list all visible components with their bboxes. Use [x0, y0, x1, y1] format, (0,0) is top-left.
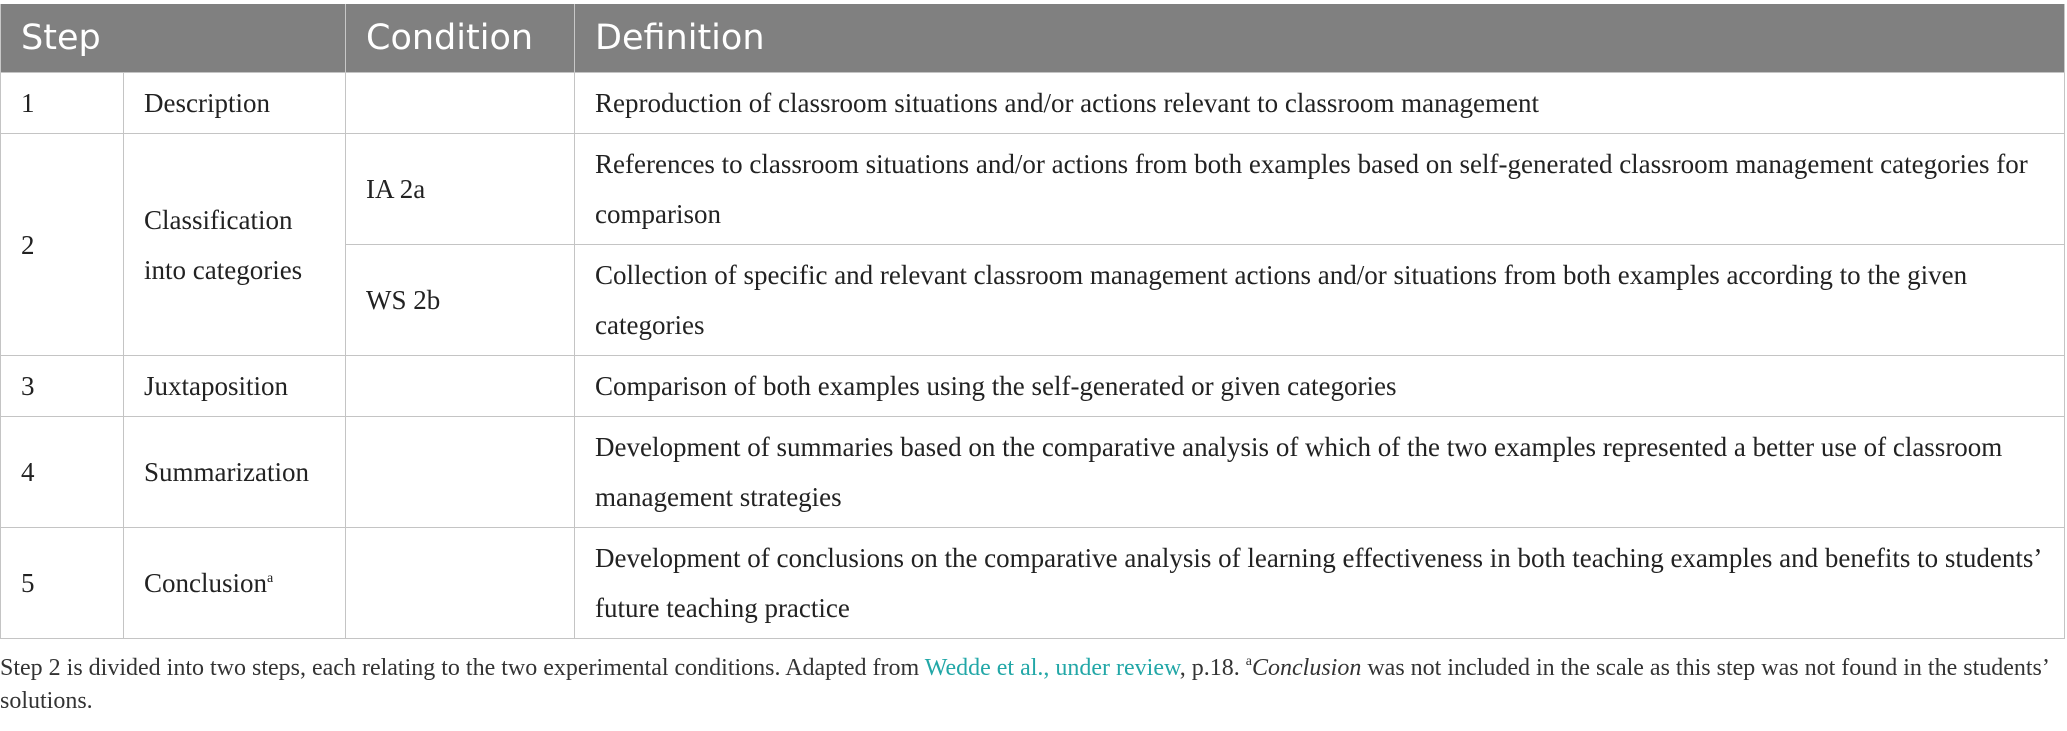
table-header-row [1, 4, 2065, 73]
footnote-marker: a [1245, 654, 1252, 669]
table-row [1, 417, 2065, 528]
header-step: Step [1, 4, 346, 73]
header-condition: Condition [346, 4, 575, 73]
footnote-marker: a [267, 571, 274, 586]
step-number: 5 [1, 528, 124, 639]
footnote-text: was not included in the scale as this step was not found in the students’ solutions. [0, 655, 2049, 714]
footnote-italic-term: Conclusion [1252, 655, 1362, 681]
condition-cell: WS 2b [346, 245, 575, 356]
table-row [1, 528, 2065, 639]
definition-cell: Collection of specific and relevant classroom management actions and/or situations from both examples according to the given categories [575, 245, 2065, 356]
step-number: 2 [1, 134, 124, 356]
header-definition: Definition [575, 4, 2065, 73]
definition-cell: References to classroom situations and/or actions from both examples based on self-generated classroom management categories for comparison [575, 134, 2065, 245]
step-name: Summarization [124, 417, 346, 528]
definition-cell: Comparison of both examples using the self-generated or given categories [575, 356, 2065, 417]
step-name: Description [124, 73, 346, 134]
condition-cell [346, 528, 575, 639]
step-name: Classification into categories [124, 134, 346, 356]
citation-link[interactable]: Wedde et al., under review [924, 655, 1180, 681]
steps-table [0, 4, 2065, 639]
table-row [1, 73, 2065, 134]
condition-cell: IA 2a [346, 134, 575, 245]
condition-cell [346, 73, 575, 134]
step-name: Juxtaposition [124, 356, 346, 417]
step-number: 3 [1, 356, 124, 417]
definition-cell: Development of summaries based on the comparative analysis of which of the two examples represented a better use of classroom management strategies [575, 417, 2065, 528]
footnote-text: Step 2 is divided into two steps, each relating to the two experimental conditions. Adapted from [0, 655, 925, 681]
step-number: 1 [1, 73, 124, 134]
definition-cell: Development of conclusions on the comparative analysis of learning effectiveness in both teaching examples and benefits to students’ future teaching practice [575, 528, 2065, 639]
table-footnote [0, 652, 2055, 718]
step-number: 4 [1, 417, 124, 528]
table-row [1, 134, 2065, 245]
step-name: Conclusion [144, 568, 268, 598]
step-name-cell [124, 528, 346, 639]
table-row [1, 356, 2065, 417]
footnote-text: , p.18. [1179, 655, 1246, 681]
condition-cell [346, 356, 575, 417]
definition-cell: Reproduction of classroom situations and/or actions relevant to classroom management [575, 73, 2065, 134]
condition-cell [346, 417, 575, 528]
